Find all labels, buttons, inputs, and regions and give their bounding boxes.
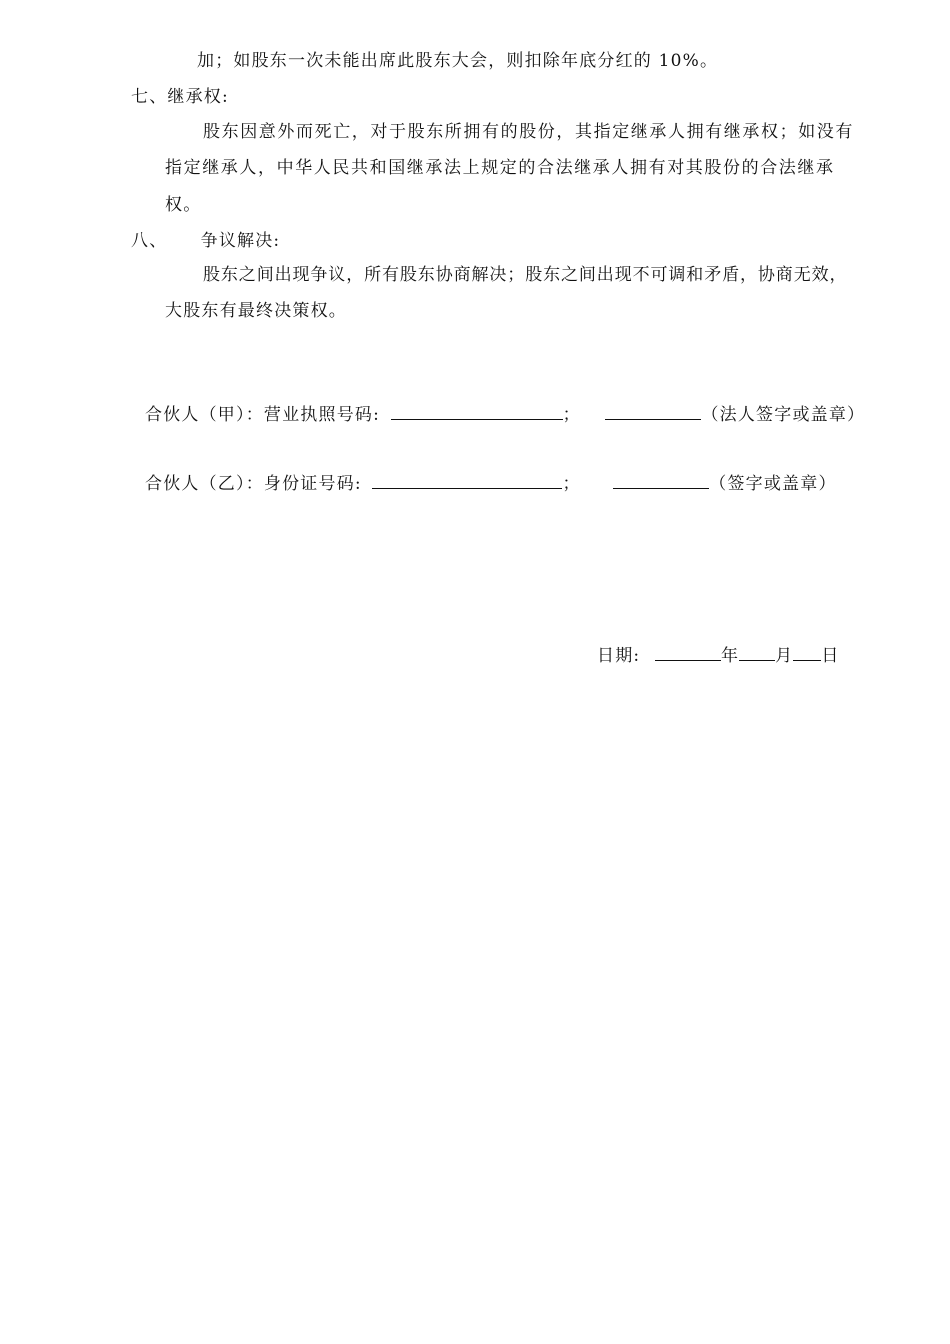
party-a-signature-field[interactable] [605,405,701,420]
date-year-label: 年 [720,646,740,666]
section8-line2: 大股东有最终决策权。 [165,301,347,321]
date-label: 日期: [597,646,641,666]
party-a-license-field[interactable] [391,405,563,420]
party-b-row [145,469,837,494]
party-b-id-field[interactable] [372,474,562,489]
party-a-sign-note: （法人签字或盖章） [701,405,866,425]
date-month-label: 月 [775,646,794,666]
date-year-field[interactable] [655,646,721,661]
party-b-signature-field[interactable] [613,474,709,489]
party-b-label: 合伙人（乙）：身份证号码: [145,474,362,494]
date-month-field[interactable] [739,646,775,661]
date-day-field[interactable] [793,646,821,661]
section8-heading [131,226,280,251]
date-day-label: 日 [821,646,840,666]
section7-line3: 权。 [165,195,202,215]
section6-continuation: 加；如股东一次未能出席此股东大会，则扣除年底分红的 10%。 [197,51,719,71]
party-a-label: 合伙人（甲）：营业执照号码: [145,405,381,425]
section7-heading: 七、继承权: [131,87,229,107]
section7-line1: 股东因意外而死亡，对于股东所拥有的股份，其指定继承人拥有继承权；如没有 [203,122,854,142]
section8-title: 争议解决: [200,231,281,251]
party-b-sign-note: （签字或盖章） [709,474,837,494]
section7-line2: 指定继承人，中华人民共和国继承法上规定的合法继承人拥有对其股份的合法继承 [165,158,835,178]
party-b-separator: ； [562,474,581,494]
party-a-row [145,400,865,425]
date-row [597,641,840,666]
section8-number: 八、 [131,231,168,251]
section8-line1: 股东之间出现争议，所有股东协商解决；股东之间出现不可调和矛盾，协商无效， [203,265,848,285]
party-a-separator: ； [562,405,581,425]
